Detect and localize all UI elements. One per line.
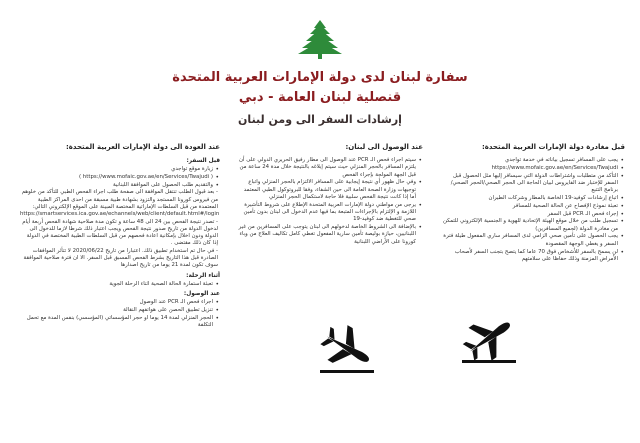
list-item: • تعبئة استمارة الحالة الصحية اثناء الرحلة الجوية xyxy=(20,281,213,288)
list-item: • يرجى من مواطني دولة الإمارات العربية المتحدة الإطلاع على شروط التأشيرة اللازمة و الإلتزام بالإجراءات المتبعة بما فيها عدم الدخول الى لبنان بدون تأمين صحي للتغطية ضد كوفيد-19 xyxy=(238,202,416,224)
list-item: • بالإضافة الى الشروط الخاصة لدخولهم الى لبنان يتوجب على المسافرين من غير اللبنانيين، حيازة بوليصة تأمين سارية المفعول تغطي كامل تكاليف العلاج من وباء كورونا على الأراضي اللبنانية xyxy=(238,224,416,246)
list-item: • والتقديم طلب الحصول على الموافقة اللبنانية xyxy=(20,182,213,189)
list-item: • اتباع إرشادات كوفيد-19 الخاصة بالمطار وشركات الطيران xyxy=(440,195,618,202)
list-item[interactable]: • https://www.mofaic.gov.ae/en/Services/Twajudi xyxy=(440,165,618,172)
list-item: • تنزيل تطبيق الحصن على هواتفهم النقالة xyxy=(20,307,213,314)
before-travel-list xyxy=(20,166,220,189)
cedar-tree-icon xyxy=(296,18,344,60)
list-item: • تسجيل طلب من خلال موقع الهيئة الإتحادية للهوية و الجنسية الإلكتروني للتمكن من مغادرة الدولة (لجميع المسافرين) xyxy=(440,218,618,233)
test-validity-paragraph: - تصدر نتيجة الفحص بين 24 الى 48 ساعة و تكون مدة صلاحية شهادة الفحص أربعة أيام لدخول الدولة من تاريخ صدور نتيجة الفحص ويجب اعتبار ذلك شرطا لازما للدخول الى الدولة ودون اخلال بإمكانية اعادة فحصهم من قبل السلطات الطبية المختصة في الدولة إذا كان ذلك مقتضى . xyxy=(22,218,218,247)
list-item: • إجراء فحص الـ PCR قبل السفر xyxy=(440,211,618,218)
return-section xyxy=(20,143,220,330)
departure-list xyxy=(440,157,625,263)
airplane-landing-icon xyxy=(318,322,376,374)
before-travel-subheading: قبل السفر: xyxy=(186,158,220,164)
approval-paragraph: - بعد قبول الطلب تنتقل الموافقة الى صفحة طلب اجراء الفحص الطبي للتأكد من خلوهم من فيروس كورونا المستجد والتزود بشهادة طبية مسبقة من احدى المراكز الطبية المعتمدة من قبل السلطات الإماراتية المختصة المبينة على الموقع الإلكتروني التالي: xyxy=(21,189,218,210)
list-item: • تعبئة نموذج الإفصاح عن الحالة الصحية للمسافر xyxy=(440,203,618,210)
return-heading: عند العودة الى دولة الإمارات العربية المتحدة: xyxy=(65,143,220,151)
list-item[interactable]: • ( https://www.mofaic.gov.ae/en/Services/Twajudi ) xyxy=(20,174,213,181)
arrival-section xyxy=(238,143,423,247)
approval-validity-paragraph: - في حال تم استخدام تطبيق ذلك. اعتبارا من تاريخ 2020/06/22 لا تتأثر الموافقات الصادرة قبل هذا التاريخ بشرط الفحص المسبق قبل السفر. الا ان فترة صلاحية الموافقة سوف تكون لمدة 21 يوما من تاريخ اصدارها xyxy=(23,247,218,269)
list-item: • يجب الحصول على تأمين صحي الزامي لدى المسافر ساري المفعول طيلة فترة السفر و يغطي الوجهة المقصودة xyxy=(440,233,618,248)
departure-heading: قبل مغادرة دولة الإمارات العربية المتحدة: xyxy=(481,143,625,151)
airplane-takeoff-icon xyxy=(460,312,518,364)
ica-link[interactable]: https://smartservices.ica.gov.ae/echannels/web/client/default.html#/login xyxy=(20,211,220,218)
list-item: • زيارة موقع تواجدي xyxy=(20,166,213,173)
list-item: • التأكد من متطلبات واشتراطات الدولة التي سيسافر إليها مثل الحصول قبل السفر للإختبار ضد الفايروس لبيان الحاجة الى الحجر الصحي/الحجر الصحي/ برنامج التتبع xyxy=(440,173,618,195)
during-flight-list xyxy=(20,281,220,288)
list-item: • الحجر المنزلي لمدة 14 يوما او حجر المؤسساتي (المؤسسي) بنفس المدة مع تحمل التكلفة xyxy=(20,315,213,330)
list-item: • اجراء فحص الـ PCR عند الوصول xyxy=(20,299,213,306)
subtitle-guidelines: إرشادات السفر الى ومن لبنان xyxy=(238,113,402,126)
list-item: • وفي حال ظهور أي نتيجة إيجابية على المسافر الالتزام بالحجر المنزلي واتباع توجيهات وزارة الصحة العامة الى حين الشفاء، وفقا للبروتوكول الطبي المعتمد أما إذا كانت نتيجة الفحص سلبية فلا حاجة لاستكمال الحجر المنزلي xyxy=(238,179,416,201)
on-arrival-subheading: عند الوصول: xyxy=(183,290,220,297)
on-arrival-list xyxy=(20,299,220,329)
title-consulate: قنصلية لبنان العامة - دبي xyxy=(238,90,402,105)
during-flight-subheading: أثناء الرحلة: xyxy=(186,272,220,279)
list-item: • لن يسمح بالسفر للأشخاص فوق 70 عاما كما يتصح بتجنب السفر لأصحاب الأمراض المزمنة وذلك حفاظا على سلامتهم xyxy=(440,249,618,264)
departure-section xyxy=(440,143,625,264)
arrival-heading: عند الوصول الى لبنان: xyxy=(345,143,423,151)
list-item: • يجب على المسافر تسجيل بياناته في خدمة تواجدي xyxy=(440,157,618,164)
title-embassy: سفارة لبنان لدى دولة الإمارات العربية المتحدة xyxy=(172,70,468,85)
arrival-list xyxy=(238,157,423,246)
list-item: • سيتم اجراء فحص الـ PCR عند الوصول الى مطار رفيق الحريري الدولي على أن يلتزم المسافر بالحجر المنزلي حيث سيتم إبلاغه بالنتيجة خلال مدة 24 ساعة من قبل الجهة المولجة بإجراء الفحص xyxy=(238,157,416,179)
